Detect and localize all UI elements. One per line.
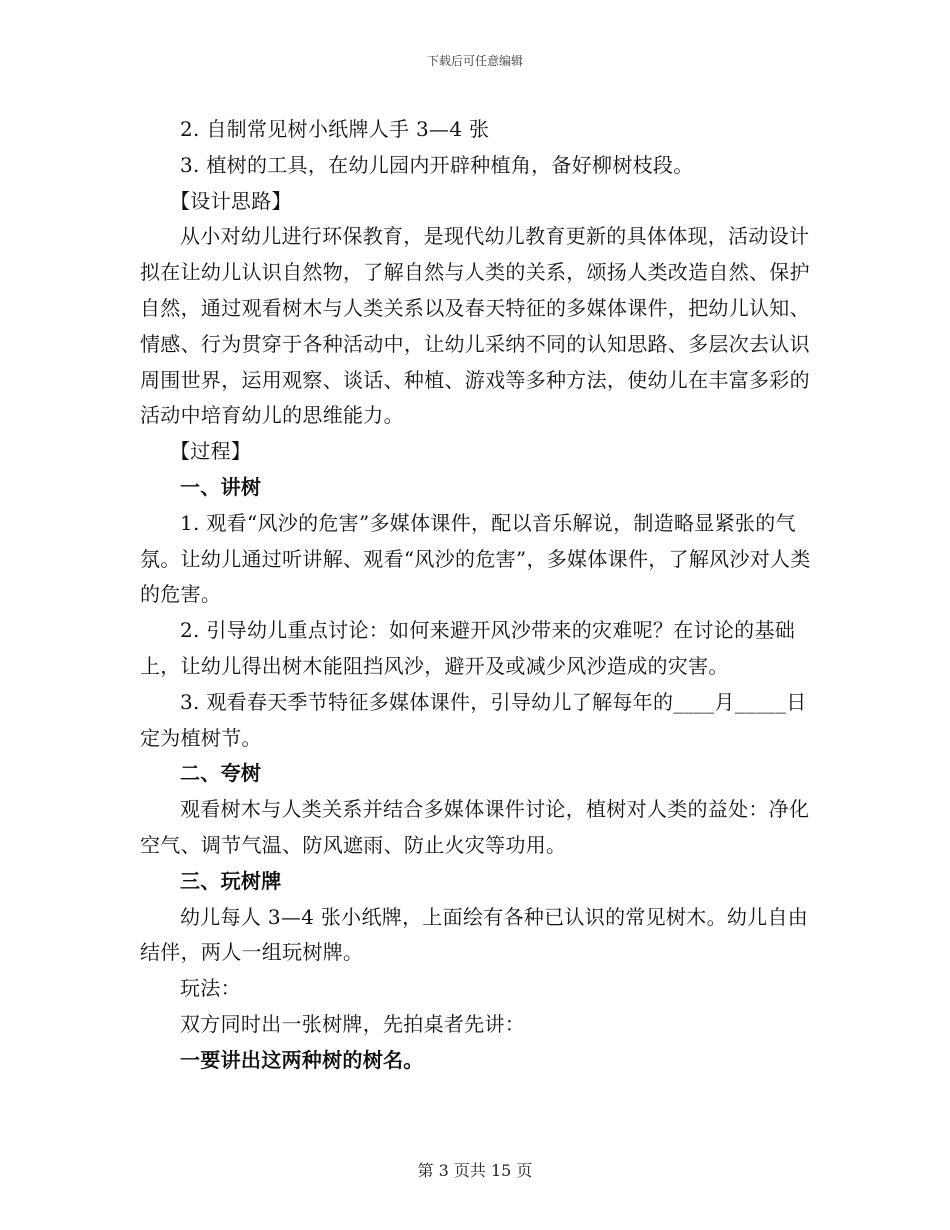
page-footer: 第 3 页共 15 页: [417, 1161, 533, 1180]
rule-1-paragraph: 一要讲出这两种树的树名。: [180, 1047, 424, 1072]
material-item-2: 2. 自制常见树小纸牌人手 3—4 张: [180, 117, 490, 141]
design-paragraph: 从小对幼儿进行环保教育，是现代幼儿教育更新的具体体现，活动设计拟在让幼儿认识自然物，了解自然与人类的关系，颂扬人类改造自然、保护自然，通过观看树木与人类关系以及春天特征的多媒体课件，把幼儿认知、情感、行为贯穿于各种活动中，让幼儿采纳不同的认知思路、多层次去认识周围世界，运用观察、谈话、种植、游戏等多种方法，使幼儿在丰富多彩的活动中培育幼儿的思维能力。: [140, 224, 810, 428]
page-header: 下载后可任意编辑: [426, 54, 523, 68]
step-2-paragraph: 2. 引导幼儿重点讨论：如何来避开风沙带来的灾难呢？在讨论的基础上，让幼儿得出树木能阻挡风沙，避开及或减少风沙造成的灾害。: [140, 618, 796, 678]
rules-paragraph: 双方同时出一张树牌，先拍桌者先讲：: [180, 1011, 526, 1036]
section-heading-process: 【过程】: [170, 439, 252, 464]
praise-paragraph: 观看树木与人类关系并结合多媒体课件讨论，植树对人类的益处：净化空气、调节气温、防风遮雨、防止火灾等功用。: [140, 797, 810, 857]
material-item-3: 3. 植树的工具，在幼儿园内开辟种植角，备好柳树枝段。: [180, 152, 694, 177]
subheading-praise-tree: 二、夸树: [180, 761, 262, 786]
rules-label: 玩法：: [180, 976, 241, 1001]
subheading-talk-tree: 一、讲树: [180, 474, 262, 499]
step-3-paragraph: 3. 观看春天季节特征多媒体课件，引导幼儿了解每年的____月_____日定为植树节。: [140, 689, 807, 750]
section-heading-design: 【设计思路】: [170, 188, 292, 213]
step-1-paragraph: 1. 观看“风沙的危害”多媒体课件，配以音乐解说，制造略显紧张的气氛。让幼儿通过听讲解、观看“风沙的危害”，多媒体课件，了解风沙对人类的危害。: [140, 510, 811, 607]
document-body: [140, 112, 812, 1079]
cards-paragraph: 幼儿每人 3—4 张小纸牌，上面绘有各种已认识的常见树木。幼儿自由结伴，两人一组玩树牌。: [140, 904, 809, 965]
subheading-play-cards: 三、玩树牌: [180, 868, 282, 893]
